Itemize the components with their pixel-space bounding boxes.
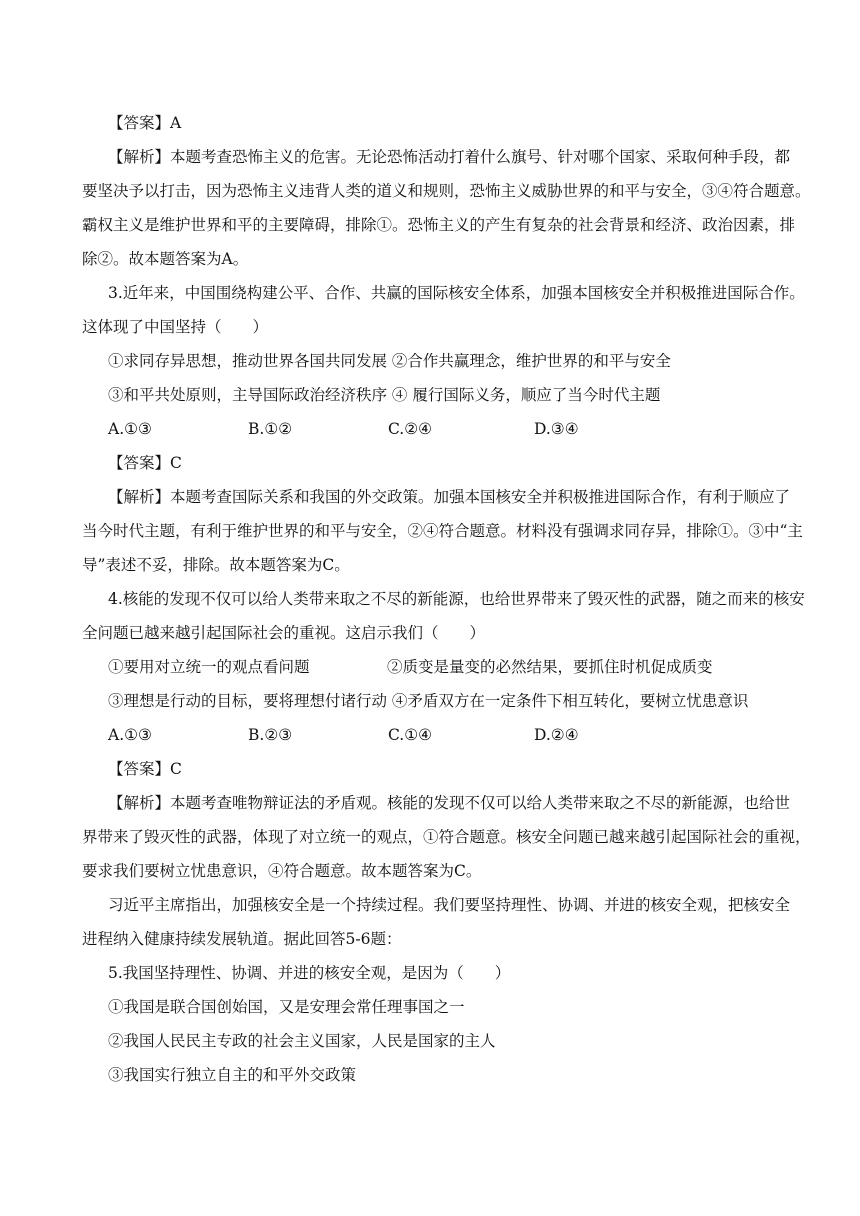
analysis-q4-line: 【解析】本题考查唯物辩证法的矛盾观。核能的发现不仅可以给人类带来取之不尽的新能源，也给世	[108, 794, 791, 812]
answer-q2: 【答案】A	[108, 114, 182, 132]
question-4-item: ①要用对立统一的观点看问题 ②质变是量变的必然结果，要抓住时机促成质变	[108, 658, 713, 676]
page-content	[82, 106, 811, 1092]
option-a: A.①③	[108, 420, 152, 438]
analysis-q3-line: 【解析】本题考查国际关系和我国的外交政策。加强本国核安全并积极推进国际合作，有利于顺应了	[108, 488, 791, 506]
analysis-q2-line: 【解析】本题考查恐怖主义的危害。无论恐怖活动打着什么旗号、针对哪个国家、采取何种手段，都	[108, 148, 791, 166]
option-d: D.③④	[534, 420, 579, 438]
question-3-options	[82, 412, 782, 446]
question-5-stem: 5.我国坚持理性、协调、并进的核安全观，是因为（ ）	[108, 964, 511, 982]
analysis-q4-line: 要求我们要树立忧患意识，④符合题意。故本题答案为C。	[82, 862, 482, 880]
question-3-stem: 3.近年来，中国围绕构建公平、合作、共赢的国际核安全体系，加强本国核安全并积极推进国际合作。	[108, 284, 805, 302]
question-3-stem: 这体现了中国坚持（ ）	[82, 318, 269, 336]
question-5-item: ②我国人民民主专政的社会主义国家，人民是国家的主人	[108, 1032, 496, 1050]
option-c: C.①④	[388, 726, 433, 744]
option-d: D.②④	[534, 726, 579, 744]
question-3-item: ③和平共处原则，主导国际政治经济秩序 ④ 履行国际义务，顺应了当今时代主题	[108, 386, 661, 404]
question-4-stem: 4.核能的发现不仅可以给人类带来取之不尽的新能源，也给世界带来了毁灭性的武器，随之而来的核安	[108, 590, 805, 608]
question-4-item: ③理想是行动的目标，要将理想付诸行动 ④矛盾双方在一定条件下相互转化，要树立忧患意识	[108, 692, 749, 710]
material-paragraph: 进程纳入健康持续发展轨道。据此回答5-6题：	[82, 930, 402, 948]
analysis-q4-line: 界带来了毁灭性的武器，体现了对立统一的观点，①符合题意。核安全问题已越来越引起国际社会的重视，	[82, 828, 811, 846]
question-4-stem: 全问题已越来越引起国际社会的重视。这启示我们（ ）	[82, 624, 486, 642]
answer-q3: 【答案】C	[108, 454, 182, 472]
option-b: B.①②	[248, 420, 293, 438]
question-5-item: ①我国是联合国创始国，又是安理会常任理事国之一	[108, 998, 465, 1016]
analysis-q3-line: 导”表述不妥，排除。故本题答案为C。	[82, 556, 350, 574]
analysis-q2-line: 霸权主义是维护世界和平的主要障碍，排除①。恐怖主义的产生有复杂的社会背景和经济、政治因素，排	[82, 216, 796, 234]
analysis-q2-line: 要坚决予以打击，因为恐怖主义违背人类的道义和规则，恐怖主义威胁世界的和平与安全，③④符合题意。	[82, 182, 811, 200]
option-a: A.①③	[108, 726, 152, 744]
answer-q4: 【答案】C	[108, 760, 182, 778]
question-3-item: ①求同存异思想，推动世界各国共同发展 ②合作共赢理念，维护世界的和平与安全	[108, 352, 671, 370]
analysis-q3-line: 当今时代主题，有利于维护世界的和平与安全，②④符合题意。材料没有强调求同存异，排除①。③中“主	[82, 522, 803, 540]
analysis-q2-line: 除②。故本题答案为A。	[82, 250, 249, 268]
option-c: C.②④	[388, 420, 433, 438]
question-4-options	[82, 718, 782, 752]
material-paragraph: 习近平主席指出，加强核安全是一个持续过程。我们要坚持理性、协调、并进的核安全观，把核安全	[108, 896, 791, 914]
option-b: B.②③	[248, 726, 293, 744]
question-5-item: ③我国实行独立自主的和平外交政策	[108, 1066, 357, 1084]
